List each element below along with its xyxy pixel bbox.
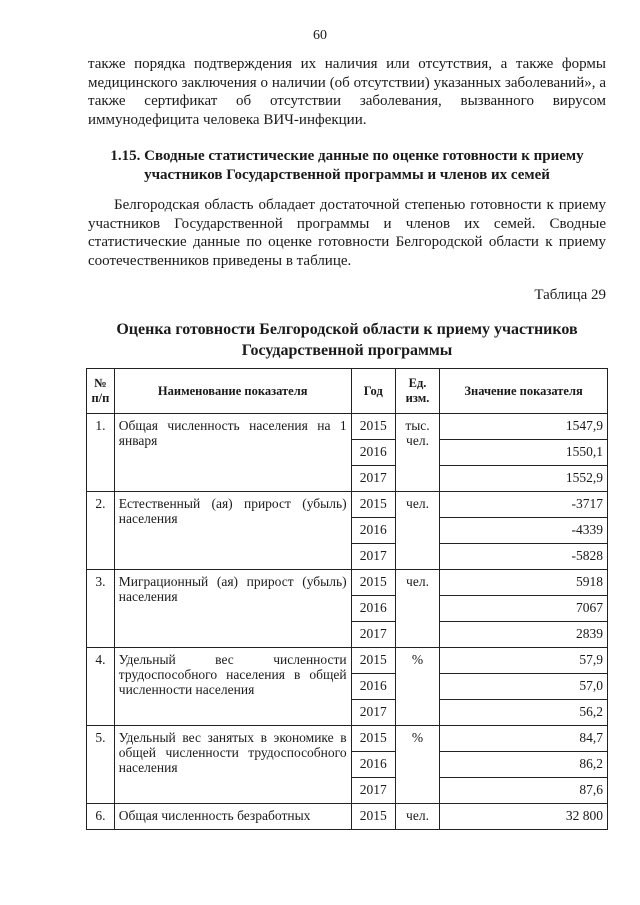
- value-cell: 5918: [440, 570, 608, 596]
- section-heading: [88, 147, 606, 185]
- indicator-name: Естественный (ая) прирост (убыль) населения: [114, 492, 351, 570]
- year-cell: 2017: [351, 544, 395, 570]
- value-cell: 1552,9: [440, 466, 608, 492]
- section-title: Сводные статистические данные по оценке готовности к приему участников Государственной программы и членов их семей: [144, 148, 584, 183]
- header-value: Значение показателя: [440, 369, 608, 414]
- section-number: 1.15.: [110, 148, 141, 164]
- value-cell: 7067: [440, 596, 608, 622]
- unit-cell: чел.: [395, 570, 439, 648]
- table-body: [87, 414, 608, 830]
- value-cell: 56,2: [440, 700, 608, 726]
- unit-cell: чел.: [395, 492, 439, 570]
- header-unit: Ед. изм.: [395, 369, 439, 414]
- header-year: Год: [351, 369, 395, 414]
- header-name: Наименование показателя: [114, 369, 351, 414]
- indicator-name: Удельный вес занятых в экономике в общей численности трудоспособного населения: [114, 726, 351, 804]
- row-number: 3.: [87, 570, 115, 648]
- row-number: 2.: [87, 492, 115, 570]
- row-number: 6.: [87, 804, 115, 830]
- year-cell: 2016: [351, 596, 395, 622]
- year-cell: 2015: [351, 570, 395, 596]
- year-cell: 2016: [351, 518, 395, 544]
- year-cell: 2015: [351, 492, 395, 518]
- unit-cell: тыс. чел.: [395, 414, 439, 492]
- body-paragraph: Белгородская область обладает достаточной степенью готовности к приему участников Государственной программы и членов их семей. Сводные статистические данные по оценке готовности Белгородской области к приему соотечественников приведены в таблице.: [88, 197, 606, 269]
- table-title: Оценка готовности Белгородской области к приему участников Государственной программы: [116, 321, 578, 359]
- row-number: 4.: [87, 648, 115, 726]
- value-cell: -3717: [440, 492, 608, 518]
- table-label: Таблица 29: [534, 287, 606, 303]
- table-row: [87, 648, 608, 674]
- value-cell: -5828: [440, 544, 608, 570]
- row-number: 1.: [87, 414, 115, 492]
- value-cell: 57,0: [440, 674, 608, 700]
- header-num: № п/п: [87, 369, 115, 414]
- year-cell: 2016: [351, 752, 395, 778]
- value-cell: 87,6: [440, 778, 608, 804]
- value-cell: -4339: [440, 518, 608, 544]
- year-cell: 2017: [351, 622, 395, 648]
- table-row: [87, 726, 608, 752]
- value-cell: 1547,9: [440, 414, 608, 440]
- table-row: [87, 414, 608, 440]
- indicator-name: Удельный вес численности трудоспособного населения в общей численности населения: [114, 648, 351, 726]
- value-cell: 84,7: [440, 726, 608, 752]
- unit-cell: чел.: [395, 804, 439, 830]
- table-header-row: [87, 369, 608, 414]
- value-cell: 86,2: [440, 752, 608, 778]
- statistics-table: [86, 368, 608, 830]
- year-cell: 2015: [351, 414, 395, 440]
- year-cell: 2015: [351, 726, 395, 752]
- table-row: [87, 570, 608, 596]
- value-cell: 32 800: [440, 804, 608, 830]
- year-cell: 2016: [351, 440, 395, 466]
- value-cell: 57,9: [440, 648, 608, 674]
- year-cell: 2017: [351, 778, 395, 804]
- row-number: 5.: [87, 726, 115, 804]
- page-number: 60: [313, 28, 327, 43]
- unit-cell: %: [395, 648, 439, 726]
- indicator-name: Общая численность населения на 1 января: [114, 414, 351, 492]
- year-cell: 2015: [351, 804, 395, 830]
- value-cell: 2839: [440, 622, 608, 648]
- indicator-name: Миграционный (ая) прирост (убыль) населения: [114, 570, 351, 648]
- year-cell: 2017: [351, 700, 395, 726]
- year-cell: 2017: [351, 466, 395, 492]
- indicator-name: Общая численность безработных: [114, 804, 351, 830]
- table-row: [87, 804, 608, 830]
- intro-paragraph: также порядка подтверждения их наличия или отсутствия, а также формы медицинского заключения о наличии (об отсутствии) указанных заболеваний», а также сертификат об отсутствии заболевания, вызванного вирусом иммунодефицита человека ВИЧ-инфекции.: [88, 56, 606, 128]
- unit-cell: %: [395, 726, 439, 804]
- year-cell: 2016: [351, 674, 395, 700]
- year-cell: 2015: [351, 648, 395, 674]
- table-row: [87, 492, 608, 518]
- value-cell: 1550,1: [440, 440, 608, 466]
